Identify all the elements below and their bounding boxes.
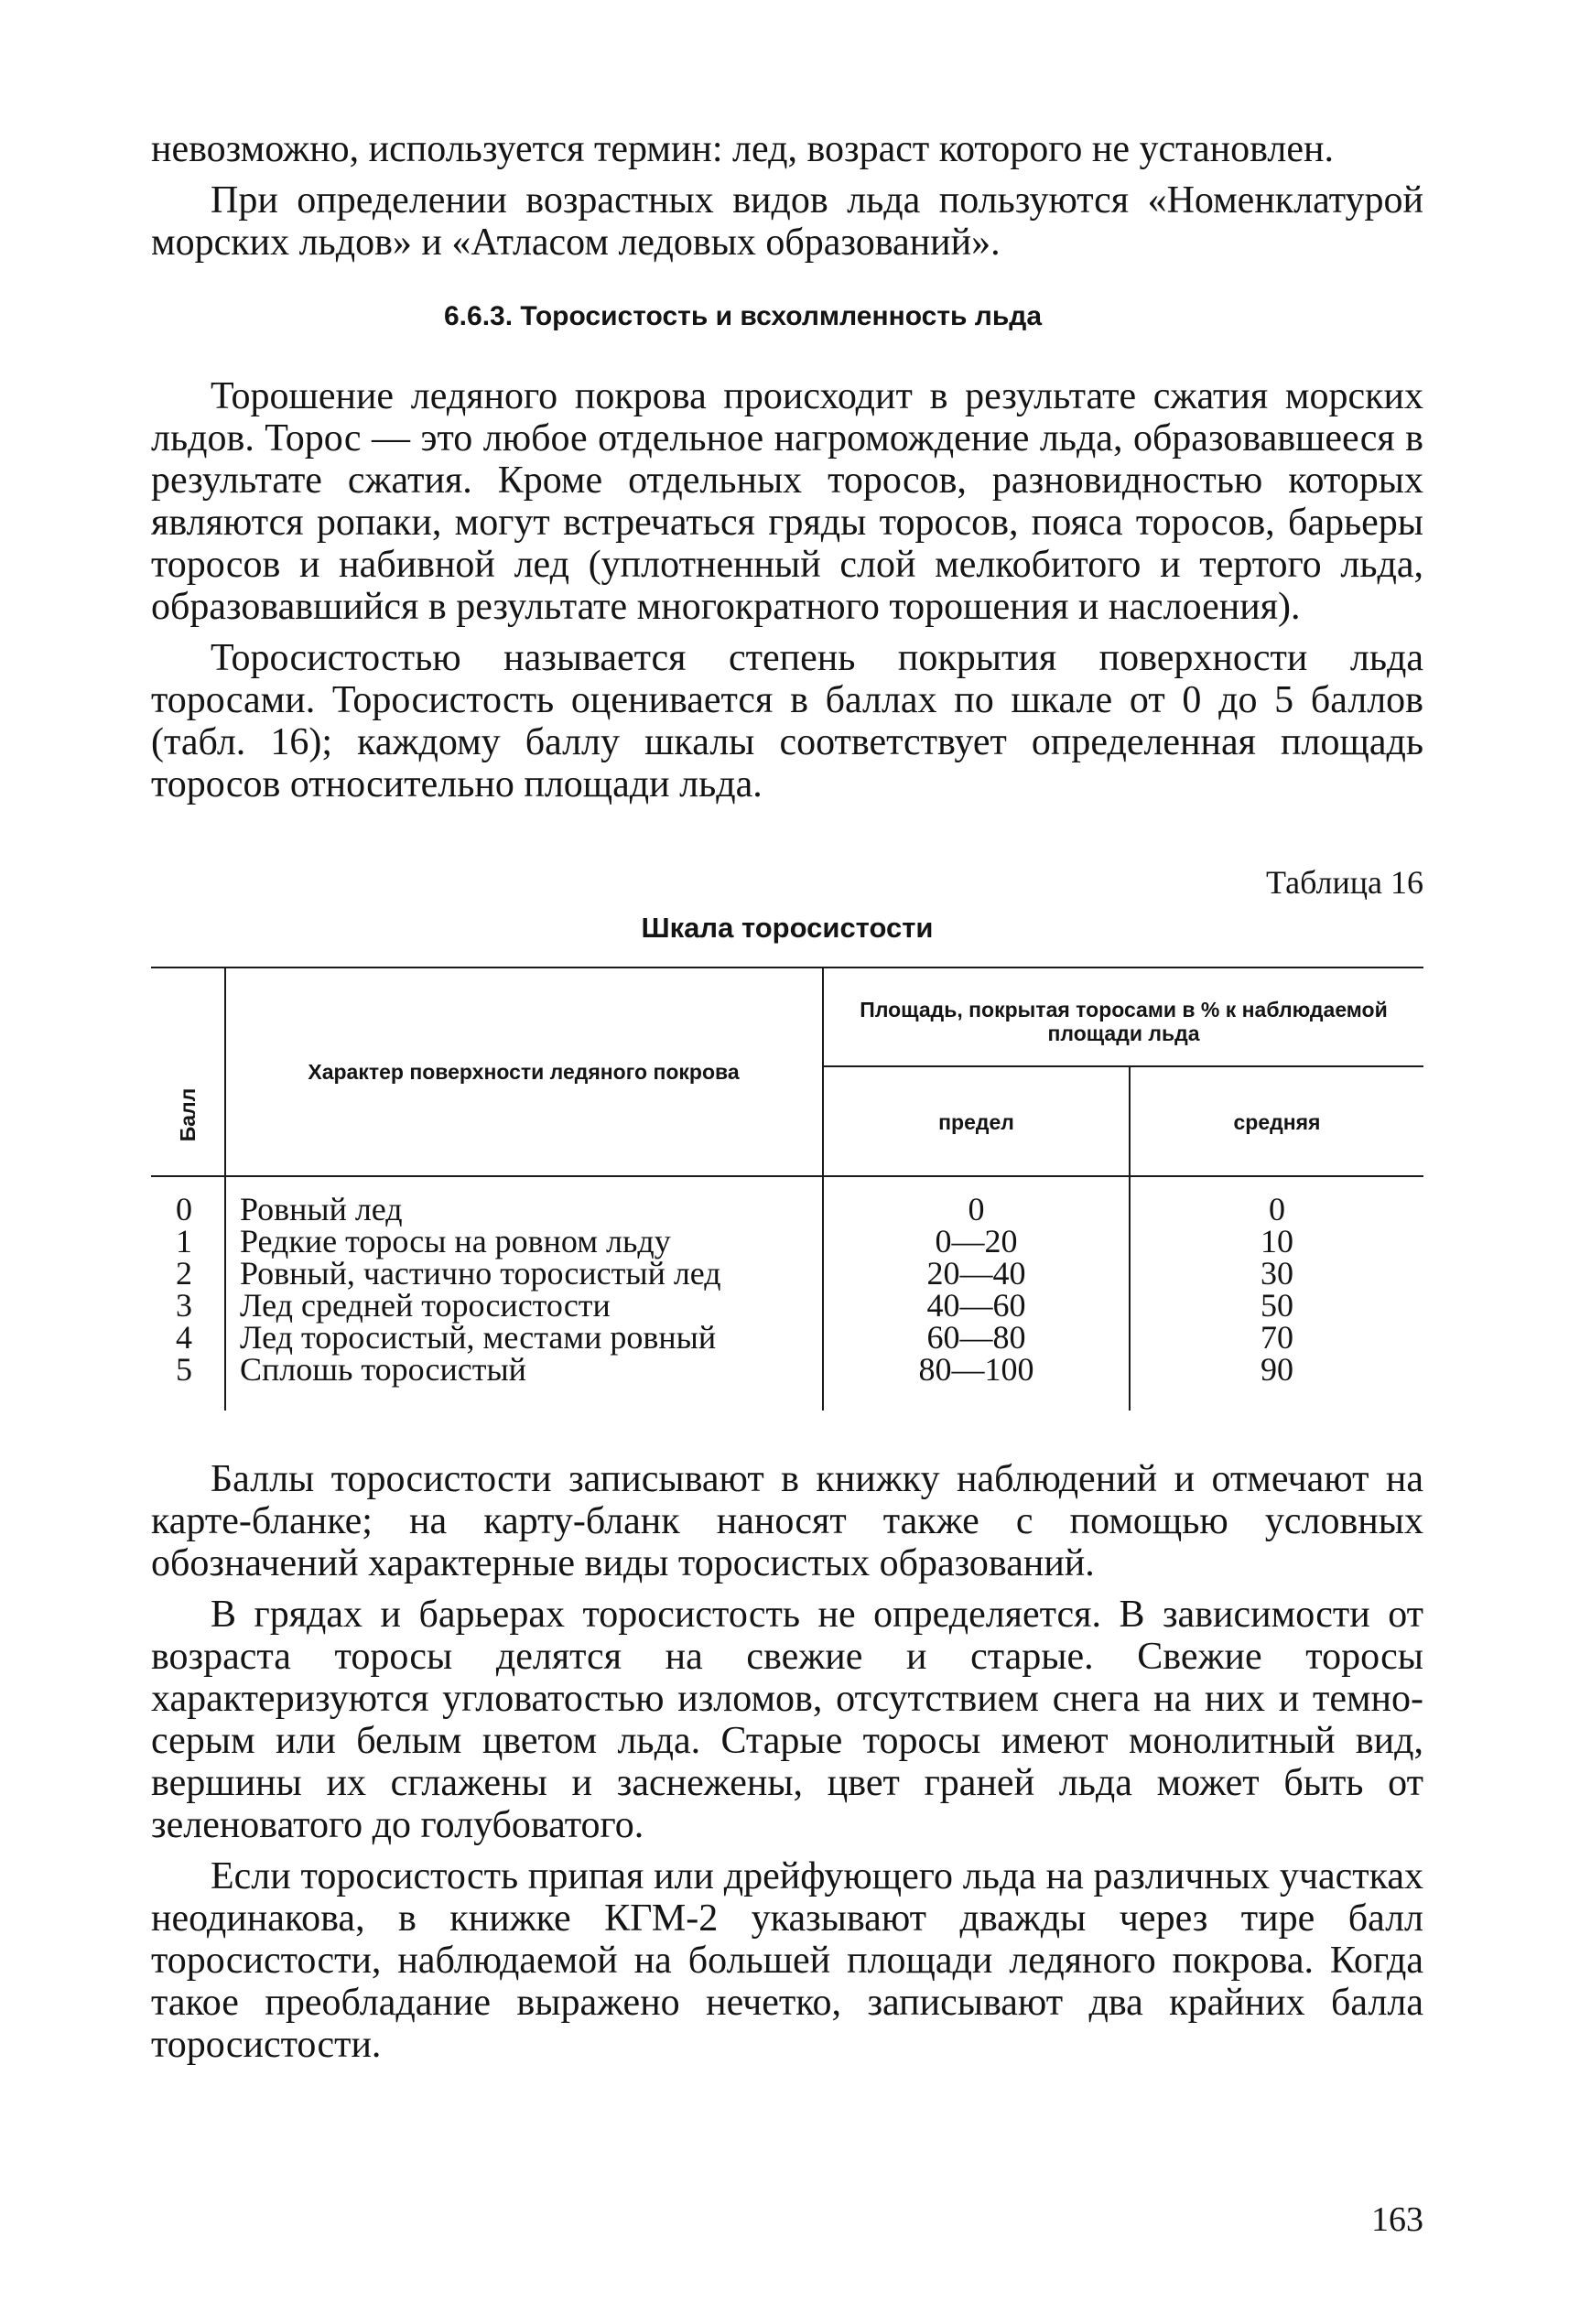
paragraph-recording: Баллы торосистости записывают в книжку наблюдений и отмечают на карте-бланке; на карту-бланк наносят также с помощью условных обозначений характерные виды торосистых образований. (151, 1458, 1423, 1584)
cell-limit: 60—80 (926, 1319, 1026, 1356)
table-row (151, 1223, 1423, 1259)
paragraph-hummocking: Торошение ледяного покрова происходит в результате сжатия морских льдов. Торос — это любое отдельное нагромождение льда, образовавшееся в результате сжатия. Кроме отдельных торосов, разновидностью которых являются ропаки, могут встречаться гряды торосов, пояса торосов, барьеры торосов и набивной лед (уплотненный слой мелкобитого и тертого льда, образовавшийся в результате многократного торошения и наслоения). (151, 375, 1423, 628)
cell-character: Сплошь торосистый (240, 1351, 526, 1388)
header-average: средняя (1233, 1110, 1321, 1134)
text-after-table (151, 1458, 1423, 2066)
cell-character: Лед торосистый, местами ровный (240, 1319, 717, 1356)
table-title: Шкала торосистости (641, 912, 934, 944)
cell-average: 50 (1261, 1287, 1293, 1324)
header-limit: предел (938, 1110, 1014, 1134)
cell-character: Лед средней торосистости (240, 1287, 611, 1324)
header-character: Характер поверхности ледяного покрова (308, 1060, 740, 1084)
header-area: Площадь, покрытая торосами в % к наблюдаемой площади льда (860, 998, 1388, 1045)
cell-score: 5 (176, 1351, 192, 1388)
cell-score: 2 (176, 1255, 192, 1292)
table-header (151, 967, 1423, 1177)
section-heading: 6.6.3. Торосистость и всхолмленность льда (444, 301, 1043, 331)
table-row (151, 1351, 1423, 1388)
cell-average: 10 (1261, 1223, 1293, 1259)
table-row (151, 1191, 1423, 1227)
cell-score: 4 (176, 1319, 192, 1356)
page-content (151, 128, 1423, 2075)
paragraph-ridges: В грядах и барьерах торосистость не определяется. В зависимости от возраста торосы делятся на свежие и старые. Свежие торосы характеризуются угловатостью изломов, отсутствием снега на них и темно-серым или белым цветом льда. Старые торосы имеют монолитный вид, вершины их сглажены и заснежены, цвет граней льда может быть от зеленоватого до голубоватого. (151, 1594, 1423, 1846)
paragraph-hummockiness-definition: Торосистостью называется степень покрытия поверхности льда торосами. Торосистость оценивается в баллах по шкале от 0 до 5 баллов (табл. 16); каждому баллу шкалы соответствует определенная площадь торосов относительно площади льда. (151, 637, 1423, 805)
header-divider (824, 1065, 1423, 1067)
cell-limit: 0—20 (935, 1223, 1018, 1259)
cell-limit: 0 (968, 1191, 985, 1227)
hummockiness-table (151, 967, 1423, 1411)
cell-limit: 20—40 (926, 1255, 1026, 1292)
cell-score: 0 (176, 1191, 192, 1227)
cell-limit: 40—60 (926, 1287, 1026, 1324)
cell-average: 30 (1261, 1255, 1293, 1292)
cell-average: 0 (1269, 1191, 1285, 1227)
table-number: Таблица 16 (1266, 864, 1423, 901)
table-row (151, 1255, 1423, 1292)
cell-average: 90 (1261, 1351, 1293, 1388)
cell-limit: 80—100 (918, 1351, 1034, 1388)
cell-character: Ровный лед (240, 1191, 403, 1227)
header-score: Балл (176, 1087, 200, 1142)
paragraph-fast-ice: Если торосистость припая или дрейфующего льда на различных участках неодинакова, в книжке КГМ-2 указывают дважды через тире балл торосистости, наблюдаемой на большей площади ледяного покрова. Когда такое преобладание выражено нечетко, записывают два крайних балла торосистости. (151, 1855, 1423, 2066)
paragraph-nomenclature: При определении возрастных видов льда пользуются «Номенклатурой морских льдов» и «Атласом ледовых образований». (151, 179, 1423, 264)
cell-character: Редкие торосы на ровном льду (240, 1223, 671, 1259)
cell-score: 3 (176, 1287, 192, 1324)
cell-character: Ровный, частично торосистый лед (240, 1255, 721, 1292)
page-number: 163 (1371, 2200, 1423, 2239)
cell-score: 1 (176, 1223, 192, 1259)
table-row (151, 1287, 1423, 1324)
table-body (151, 1177, 1423, 1411)
paragraph-age-unknown: невозможно, используется термин: лед, возраст которого не установлен. (151, 128, 1335, 170)
cell-average: 70 (1261, 1319, 1293, 1356)
table-row (151, 1319, 1423, 1356)
